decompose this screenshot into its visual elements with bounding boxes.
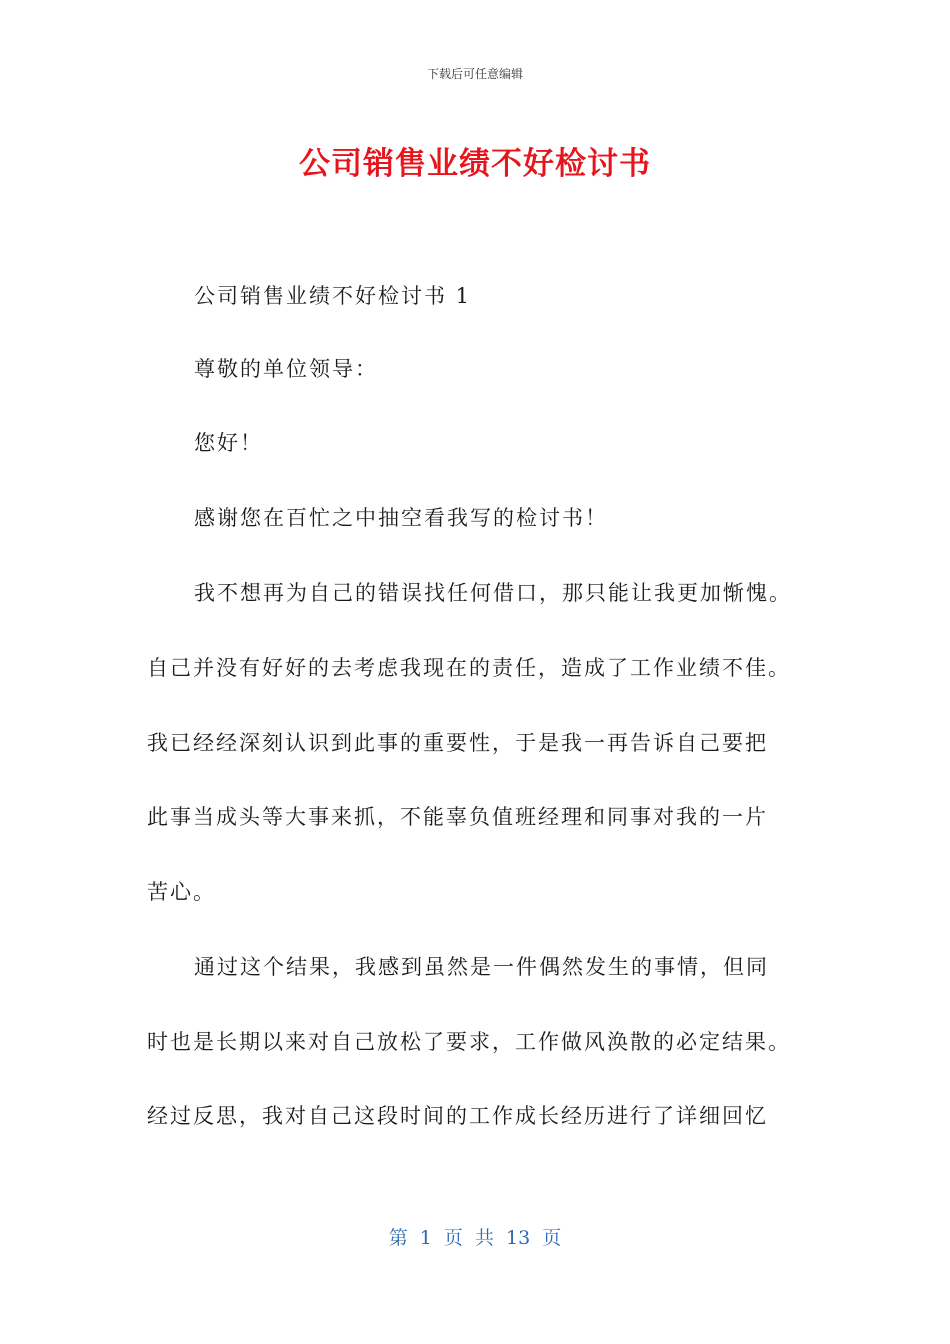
- page-number: 第 1 页 共 13 页: [388, 1227, 562, 1249]
- body-line: 我不想再为自己的错误找任何借口，那只能让我更加惭愧。: [194, 581, 792, 605]
- body-line: 我已经经深刻认识到此事的重要性，于是我一再告诉自己要把: [147, 731, 768, 755]
- document-title: 公司销售业绩不好检讨书: [299, 146, 651, 182]
- body-line: 苦心。: [147, 880, 216, 904]
- body-line: 您好！: [194, 431, 263, 455]
- body-line: 公司销售业绩不好检讨书 1: [194, 284, 472, 308]
- body-line: 自己并没有好好的去考虑我现在的责任，造成了工作业绩不佳。: [147, 656, 791, 680]
- body-line: 感谢您在百忙之中抽空看我写的检讨书！: [194, 506, 608, 530]
- body-line: 此事当成头等大事来抓，不能辜负值班经理和同事对我的一片: [147, 805, 768, 829]
- body-line: 尊敬的单位领导：: [194, 357, 378, 381]
- body-line: 经过反思，我对自己这段时间的工作成长经历进行了详细回忆: [147, 1104, 768, 1128]
- body-line: 时也是长期以来对自己放松了要求，工作做风涣散的必定结果。: [147, 1030, 791, 1054]
- page-header-note: 下载后可任意编辑: [426, 67, 523, 81]
- body-line: 通过这个结果，我感到虽然是一件偶然发生的事情，但同: [194, 955, 769, 979]
